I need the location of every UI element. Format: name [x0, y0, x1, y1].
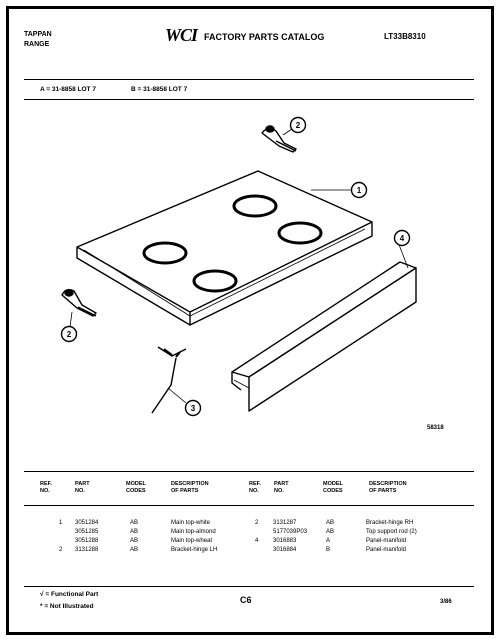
callout-2-rh: 2 — [295, 121, 301, 130]
model-number: LT33B8310 — [384, 32, 426, 41]
functional-part-note: √ = Functional Part — [40, 591, 99, 598]
callout-3: 3 — [190, 404, 196, 413]
wci-logo: WCI — [165, 25, 198, 45]
product-type: RANGE — [24, 41, 50, 48]
col-part-header-r: PART NO. — [274, 481, 289, 494]
col-desc-header: DESCRIPTION OF PARTS — [171, 481, 209, 494]
col-desc-header-r: DESCRIPTION OF PARTS — [369, 481, 407, 494]
catalog-date: 3/86 — [440, 599, 452, 605]
hinge-bracket-lh — [62, 290, 96, 316]
col-part-header: PART NO. — [75, 481, 90, 494]
lot-a: A = 31-8858 LOT 7 — [40, 86, 96, 93]
manifold-panel — [232, 262, 416, 411]
callout-1: 1 — [356, 186, 362, 195]
table-header-rule — [24, 505, 474, 506]
page-code: C6 — [240, 595, 252, 605]
footer-rule — [24, 586, 474, 587]
top-support-rod — [152, 347, 186, 413]
lot-b: B = 31-8858 LOT 7 — [131, 86, 188, 93]
brand-name: TAPPAN — [24, 31, 52, 38]
col-model-header-r: MODEL CODES — [323, 481, 343, 494]
callout-4: 4 — [399, 234, 405, 243]
callout-2-lh: 2 — [66, 330, 72, 339]
figure-number: 58318 — [427, 425, 444, 431]
col-ref-header-r: REF. NO. — [249, 481, 261, 494]
catalog-title: FACTORY PARTS CATALOG — [204, 32, 325, 42]
col-model-header: MODEL CODES — [126, 481, 146, 494]
not-illustrated-note: * = Not Illustrated — [40, 603, 94, 610]
table-top-rule — [24, 471, 474, 472]
col-ref-header: REF. NO. — [40, 481, 52, 494]
